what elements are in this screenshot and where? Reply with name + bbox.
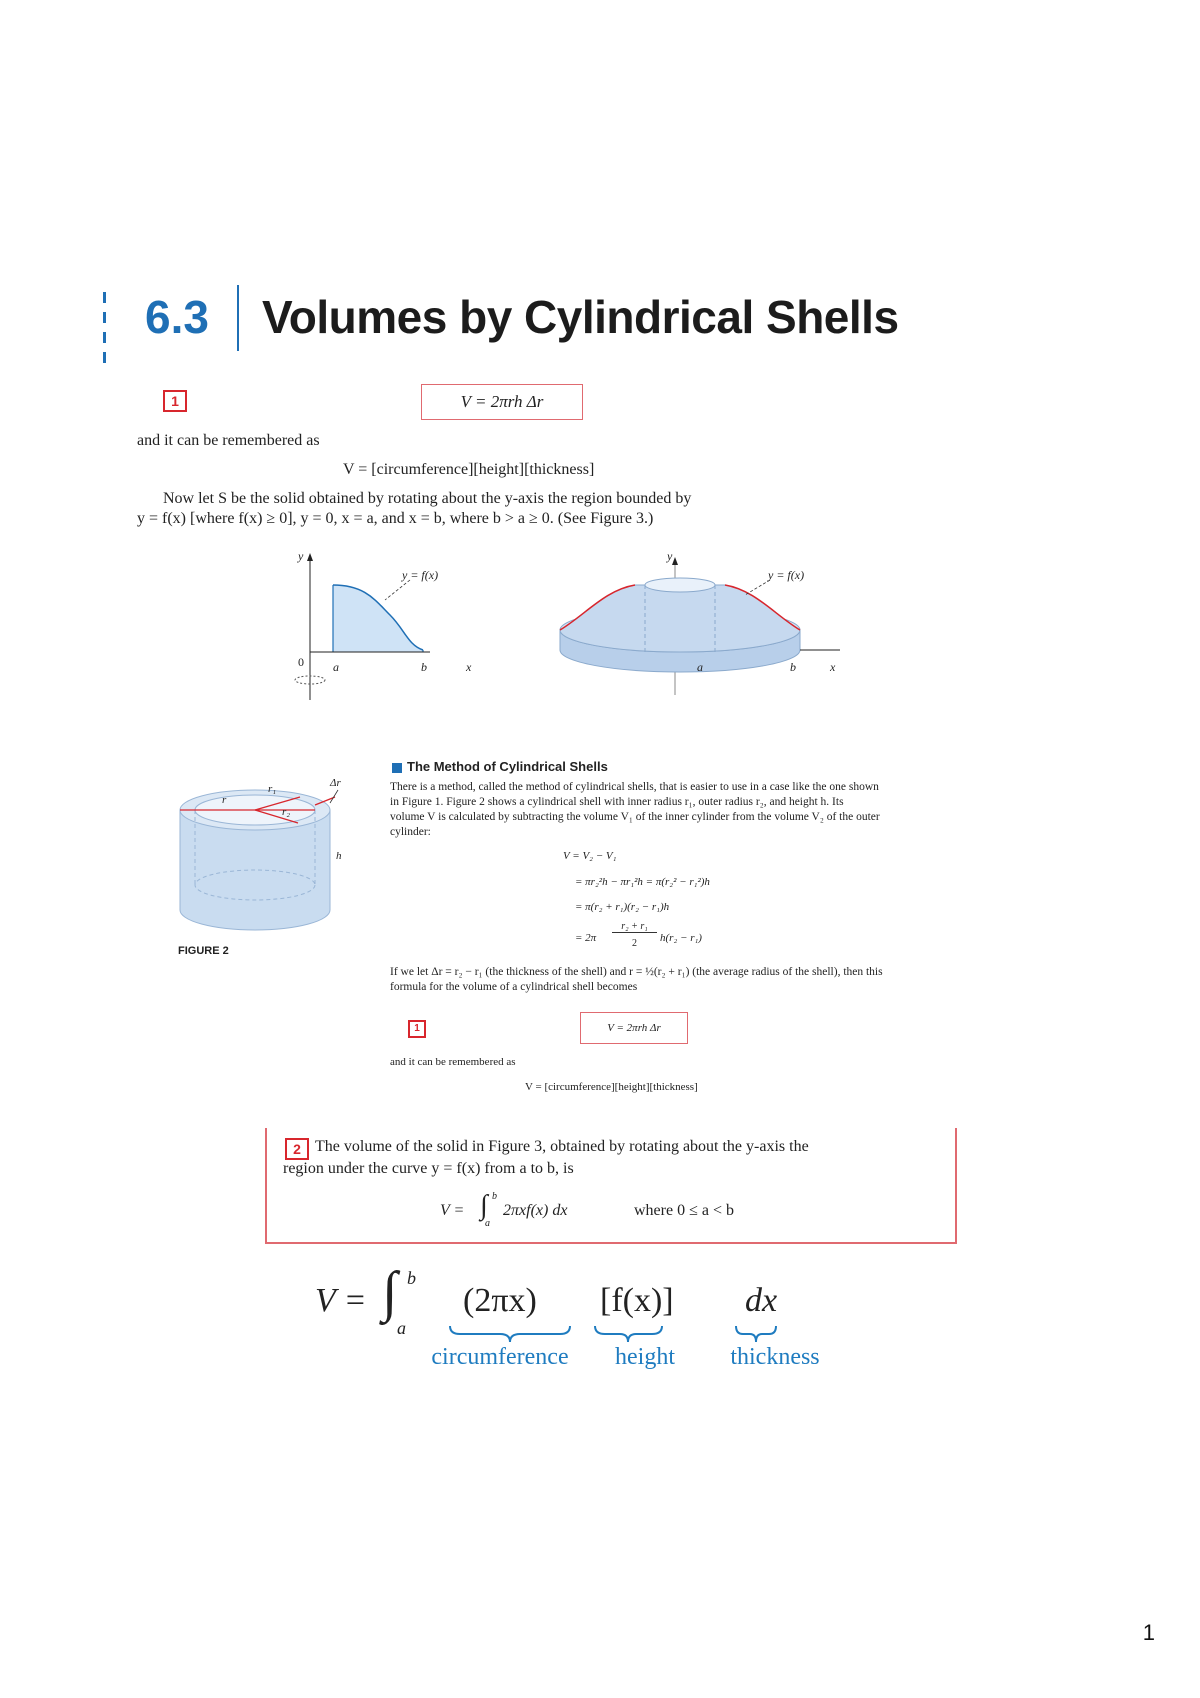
method-eq-4-tail: h(r₂ − r₁) [660, 932, 702, 944]
fig3-right-curve-label: y = f(x) [768, 568, 805, 582]
figure3-region-plot [280, 545, 490, 705]
fig3-right-b-label: b [790, 660, 796, 674]
figure2-caption: FIGURE 2 [178, 945, 229, 957]
inner-hole [645, 578, 715, 592]
summary-lower-limit: a [397, 1318, 406, 1338]
remember-formula: V = [circumference][height][thickness] [343, 461, 595, 478]
fig2-r1-label: r₁ [268, 783, 277, 795]
method-eq-1: V = V₂ − V₁ [563, 850, 617, 862]
theorem-integrand: 2πxf(x) dx [503, 1202, 568, 1219]
section-number: 6.3 [145, 291, 209, 343]
brace-height [595, 1326, 662, 1342]
fig2-r-label: r [222, 794, 227, 806]
method-eq-3: = π(r₂ + r₁)(r₂ − r₁)h [575, 901, 670, 913]
summary-integral-sign: ∫ [382, 1261, 398, 1323]
method-eq-2: = πr₂²h − πr₁²h = π(r₂² − r₁²)h [575, 876, 710, 888]
theorem-formula-lhs: V = [440, 1202, 465, 1219]
method-paragraph-2: If we let Δr = r₂ − r₁ (the thickness of the shell) and r = ½(r₂ + r₁) (the average radius of the shell), then this formula for the volume of a cylindrical shell becomes [390, 966, 883, 993]
method-eq-4-numerator: r₂ + r₁ [612, 921, 657, 933]
brace-circumference [450, 1326, 570, 1342]
summary-lhs: V = [315, 1282, 367, 1319]
fig3-left-a-label: a [333, 660, 339, 674]
method-heading: The Method of Cylindrical Shells [407, 759, 608, 774]
brace-thickness [736, 1326, 776, 1342]
fig2-r2-label: r₂ [282, 806, 291, 818]
theorem-lower-limit: a [485, 1218, 490, 1229]
summary-upper-limit: b [407, 1268, 416, 1288]
shell-volume-formula-box: V = 2πrh Δr [421, 384, 583, 420]
method-equation-number: 1 [408, 1020, 426, 1038]
fig3-right-y-label: y [667, 549, 673, 563]
method-formula-box: V = 2πrh Δr [580, 1012, 688, 1044]
theorem-text-line-2: region under the curve y = f(x) from a to b, is [283, 1160, 574, 1177]
theorem-condition: where 0 ≤ a < b [634, 1202, 734, 1219]
figure3-solid-of-revolution [555, 545, 855, 705]
label-height: height [615, 1344, 675, 1370]
shaded-region [333, 585, 423, 652]
summary-term-height: [f(x)] [600, 1282, 674, 1319]
heading-bullet [392, 763, 402, 773]
fig3-right-x-label: x [830, 660, 836, 674]
label-thickness: thickness [730, 1344, 820, 1370]
fig2-dr-label: Δr [330, 777, 341, 789]
method-remember-line: and it can be remembered as [390, 1056, 516, 1068]
fig3-left-origin-label: 0 [298, 655, 304, 669]
paragraph-line-2: y = f(x) [where f(x) ≥ 0], y = 0, x = a, and x = b, where b > a ≥ 0. (See Figure 3.) [137, 510, 654, 527]
page-number: 1 [1142, 1620, 1155, 1645]
theorem-number: 2 [285, 1138, 309, 1160]
fig2-h-label: h [336, 850, 342, 862]
method-remember-formula: V = [circumference][height][thickness] [525, 1081, 698, 1093]
fig3-left-x-label: x [466, 660, 472, 674]
figure2-cylindrical-shell [170, 775, 360, 945]
section-divider [237, 285, 239, 351]
fig3-right-a-label: a [697, 660, 703, 674]
theorem-text-line-1: The volume of the solid in Figure 3, obtained by rotating about the y-axis the [315, 1138, 809, 1155]
solid-dome [560, 585, 800, 652]
section-title: Volumes by Cylindrical Shells [262, 291, 899, 343]
paragraph-line-1: Now let S be the solid obtained by rotating about the y-axis the region bounded by [163, 490, 692, 507]
method-eq-4-lead: = 2π [575, 932, 597, 944]
theorem-upper-limit: b [492, 1191, 497, 1202]
fig3-left-y-label: y [298, 549, 304, 563]
summary-term-circumference: (2πx) [463, 1282, 537, 1319]
fig3-left-b-label: b [421, 660, 427, 674]
summary-term-thickness: dx [745, 1282, 778, 1319]
fig3-left-curve-label: y = f(x) [402, 568, 439, 582]
equation-number-1: 1 [163, 390, 187, 412]
method-paragraph-1: There is a method, called the method of cylindrical shells, that is easier to use in a case like the one shown in Figure 1. Figure 2 shows a cylindrical shell with inner radius r₁, outer radius r₂, and height h. Its volume V is calculated by subtracting the volume V₁ of the inner cylinder from the volume V₂ of the outer cylinder: [390, 781, 880, 838]
method-eq-4-denominator: 2 [632, 938, 637, 949]
remember-line: and it can be remembered as [137, 432, 320, 449]
theorem-integral-sign: ∫ [480, 1190, 488, 1221]
label-circumference: circumference [431, 1344, 569, 1370]
summary-braces [440, 1324, 800, 1344]
